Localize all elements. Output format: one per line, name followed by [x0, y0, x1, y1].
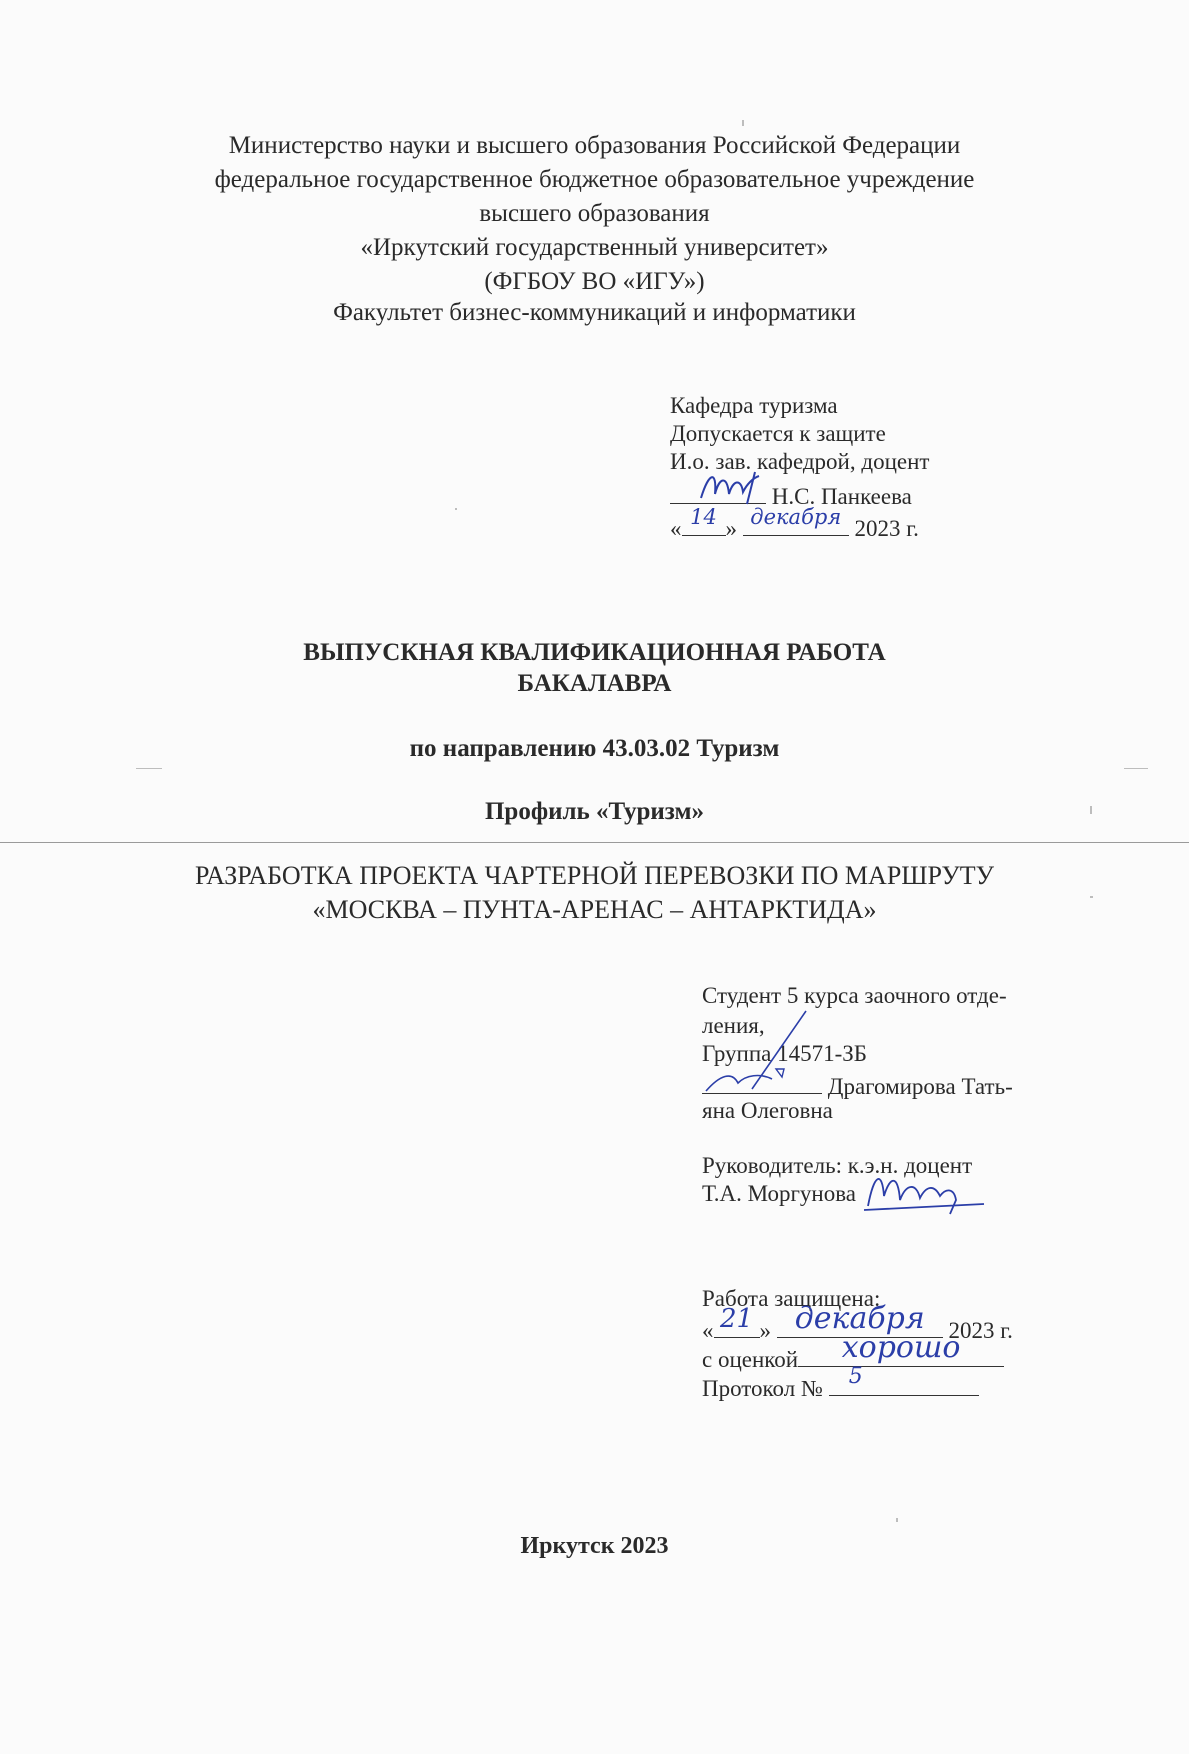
student-group: Группа 14571-ЗБ: [702, 1041, 868, 1066]
protocol-label: Протокол №: [702, 1376, 823, 1401]
student-name-line2: яна Олеговна: [702, 1098, 833, 1123]
protocol-number: 5: [848, 1364, 863, 1389]
scan-speck: [896, 1518, 898, 1522]
approval-year: 2023 г.: [854, 516, 919, 541]
city-year: Иркутск 2023: [520, 1533, 669, 1559]
defense-day: 21: [719, 1304, 754, 1334]
work-type-line1: ВЫПУСКНАЯ КВАЛИФИКАЦИОННАЯ РАБОТА: [303, 639, 886, 666]
defense-date-line: « 21 » декабря 2023 г.: [702, 1301, 1013, 1343]
abbreviation-line: (ФГБОУ ВО «ИГУ»): [484, 268, 705, 295]
protocol-blank: [829, 1364, 979, 1396]
scan-speck: [1124, 768, 1148, 769]
approval-date-line: « 14 » декабря 2023 г.: [670, 509, 919, 545]
scan-fold-line: [0, 842, 1189, 843]
supervisor-signature: [860, 1166, 990, 1221]
grade-value: хорошо: [841, 1330, 961, 1365]
approval-month: декабря: [750, 505, 842, 529]
admitted-line: Допускается к защите: [670, 421, 886, 446]
student-name-line1: Драгомирова Тать-: [827, 1074, 1013, 1099]
approval-month-blank: [743, 505, 849, 536]
approval-day: 14: [690, 505, 717, 529]
scan-speck: [1090, 806, 1092, 814]
scan-speck: [136, 768, 162, 769]
defense-label: Работа защищена:: [702, 1286, 881, 1311]
university-line: «Иркутский государственный университет»: [360, 234, 829, 261]
head-name: Н.С. Панкеева: [771, 484, 912, 509]
work-type-line2: БАКАЛАВРА: [517, 670, 672, 697]
head-position-line: И.о. зав. кафедрой, доцент: [670, 449, 930, 474]
defense-day-blank: [714, 1304, 760, 1338]
direction-line: по направлению 43.03.02 Туризм: [409, 735, 780, 762]
grade-label: с оценкой: [702, 1347, 799, 1372]
protocol-line: [702, 1364, 979, 1405]
faculty-line: Факультет бизнес-коммуникаций и информатики: [333, 299, 856, 326]
ministry-line: Министерство науки и высшего образования Российской Федерации: [228, 132, 961, 159]
defense-year: 2023 г.: [948, 1318, 1013, 1343]
student-line1: Студент 5 курса заочного отде-: [702, 983, 1007, 1008]
defense-month: декабря: [794, 1301, 925, 1336]
approval-day-blank: [682, 505, 726, 536]
institution-type-line: федеральное государственное бюджетное образовательное учреждение: [214, 166, 975, 193]
scan-speck: [1090, 896, 1093, 898]
scan-speck: [455, 508, 457, 510]
institution-level-line: высшего образования: [479, 200, 710, 227]
title-line2: «МОСКВА – ПУНТА-АРЕНАС – АНТАРКТИДА»: [312, 895, 877, 924]
scan-speck: [742, 120, 744, 126]
student-line2: ления,: [702, 1013, 765, 1038]
profile-line: Профиль «Туризм»: [484, 798, 704, 825]
student-signature: [702, 1005, 812, 1100]
supervisor-line1: Руководитель: к.э.н. доцент: [702, 1153, 973, 1178]
title-line1: РАЗРАБОТКА ПРОЕКТА ЧАРТЕРНОЙ ПЕРЕВОЗКИ ПО МАРШРУТУ: [194, 861, 995, 890]
department-line: Кафедра туризма: [670, 393, 838, 418]
supervisor-name: Т.А. Моргунова: [702, 1181, 856, 1206]
